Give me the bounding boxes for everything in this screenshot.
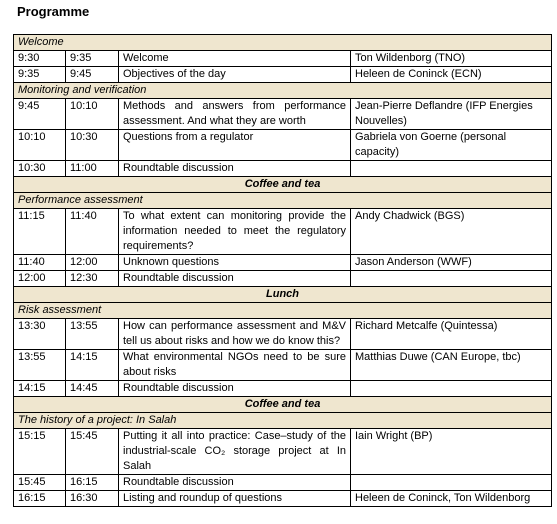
speaker-cell (351, 475, 552, 491)
start-time-cell: 16:15 (14, 491, 66, 507)
topic-cell: How can performance assessment and M&V tell us about risks and how we do know this? (119, 319, 351, 350)
table-row (14, 130, 552, 161)
page-title: Programme (17, 4, 90, 19)
topic-cell: Roundtable discussion (119, 161, 351, 177)
end-time-cell: 11:00 (66, 161, 119, 177)
section-title: Performance assessment (14, 193, 552, 209)
end-time-cell: 12:30 (66, 271, 119, 287)
end-time-cell: 9:35 (66, 51, 119, 67)
speaker-cell: Ton Wildenborg (TNO) (351, 51, 552, 67)
section-header-row (14, 35, 552, 51)
end-time-cell: 16:30 (66, 491, 119, 507)
topic-cell: To what extent can monitoring provide the information needed to meet the regulatory requirements? (119, 209, 351, 255)
end-time-cell: 15:45 (66, 429, 119, 475)
topic-cell: Putting it all into practice: Case–study of the industrial-scale CO₂ storage project at In Salah (119, 429, 351, 475)
speaker-cell: Jason Anderson (WWF) (351, 255, 552, 271)
start-time-cell: 12:00 (14, 271, 66, 287)
break-label: Coffee and tea (14, 397, 552, 413)
table-row (14, 381, 552, 397)
break-row (14, 177, 552, 193)
table-row (14, 99, 552, 130)
start-time-cell: 10:30 (14, 161, 66, 177)
topic-cell: What environmental NGOs need to be sure about risks (119, 350, 351, 381)
speaker-cell: Heleen de Coninck (ECN) (351, 67, 552, 83)
speaker-cell: Richard Metcalfe (Quintessa) (351, 319, 552, 350)
programme-table-body (14, 35, 552, 507)
speaker-cell: Matthias Duwe (CAN Europe, tbc) (351, 350, 552, 381)
speaker-cell (351, 381, 552, 397)
end-time-cell: 12:00 (66, 255, 119, 271)
speaker-cell: Gabriela von Goerne (personal capacity) (351, 130, 552, 161)
section-title: Monitoring and verification (14, 83, 552, 99)
topic-cell: Unknown questions (119, 255, 351, 271)
start-time-cell: 15:15 (14, 429, 66, 475)
programme-table (13, 34, 552, 507)
topic-cell: Welcome (119, 51, 351, 67)
table-row (14, 209, 552, 255)
table-row (14, 319, 552, 350)
topic-cell: Questions from a regulator (119, 130, 351, 161)
speaker-cell: Iain Wright (BP) (351, 429, 552, 475)
end-time-cell: 16:15 (66, 475, 119, 491)
start-time-cell: 13:55 (14, 350, 66, 381)
start-time-cell: 13:30 (14, 319, 66, 350)
table-row (14, 51, 552, 67)
topic-cell: Objectives of the day (119, 67, 351, 83)
table-row (14, 475, 552, 491)
break-row (14, 397, 552, 413)
topic-cell: Listing and roundup of questions (119, 491, 351, 507)
start-time-cell: 11:40 (14, 255, 66, 271)
section-title: Risk assessment (14, 303, 552, 319)
topic-cell: Methods and answers from performance assessment. And what they are worth (119, 99, 351, 130)
end-time-cell: 14:45 (66, 381, 119, 397)
topic-cell: Roundtable discussion (119, 381, 351, 397)
speaker-cell: Andy Chadwick (BGS) (351, 209, 552, 255)
section-title: Welcome (14, 35, 552, 51)
end-time-cell: 10:30 (66, 130, 119, 161)
speaker-cell: Heleen de Coninck, Ton Wildenborg (351, 491, 552, 507)
speaker-cell: Jean-Pierre Deflandre (IFP Energies Nouvelles) (351, 99, 552, 130)
section-header-row (14, 193, 552, 209)
start-time-cell: 14:15 (14, 381, 66, 397)
section-header-row (14, 413, 552, 429)
start-time-cell: 10:10 (14, 130, 66, 161)
table-row (14, 491, 552, 507)
section-header-row (14, 83, 552, 99)
topic-cell: Roundtable discussion (119, 475, 351, 491)
table-row (14, 161, 552, 177)
end-time-cell: 14:15 (66, 350, 119, 381)
start-time-cell: 15:45 (14, 475, 66, 491)
start-time-cell: 9:30 (14, 51, 66, 67)
break-label: Lunch (14, 287, 552, 303)
start-time-cell: 9:35 (14, 67, 66, 83)
table-row (14, 429, 552, 475)
end-time-cell: 9:45 (66, 67, 119, 83)
table-row (14, 271, 552, 287)
speaker-cell (351, 271, 552, 287)
section-title: The history of a project: In Salah (14, 413, 552, 429)
table-row (14, 255, 552, 271)
break-row (14, 287, 552, 303)
end-time-cell: 10:10 (66, 99, 119, 130)
start-time-cell: 11:15 (14, 209, 66, 255)
section-header-row (14, 303, 552, 319)
break-label: Coffee and tea (14, 177, 552, 193)
topic-cell: Roundtable discussion (119, 271, 351, 287)
end-time-cell: 13:55 (66, 319, 119, 350)
table-row (14, 350, 552, 381)
table-row (14, 67, 552, 83)
start-time-cell: 9:45 (14, 99, 66, 130)
speaker-cell (351, 161, 552, 177)
end-time-cell: 11:40 (66, 209, 119, 255)
